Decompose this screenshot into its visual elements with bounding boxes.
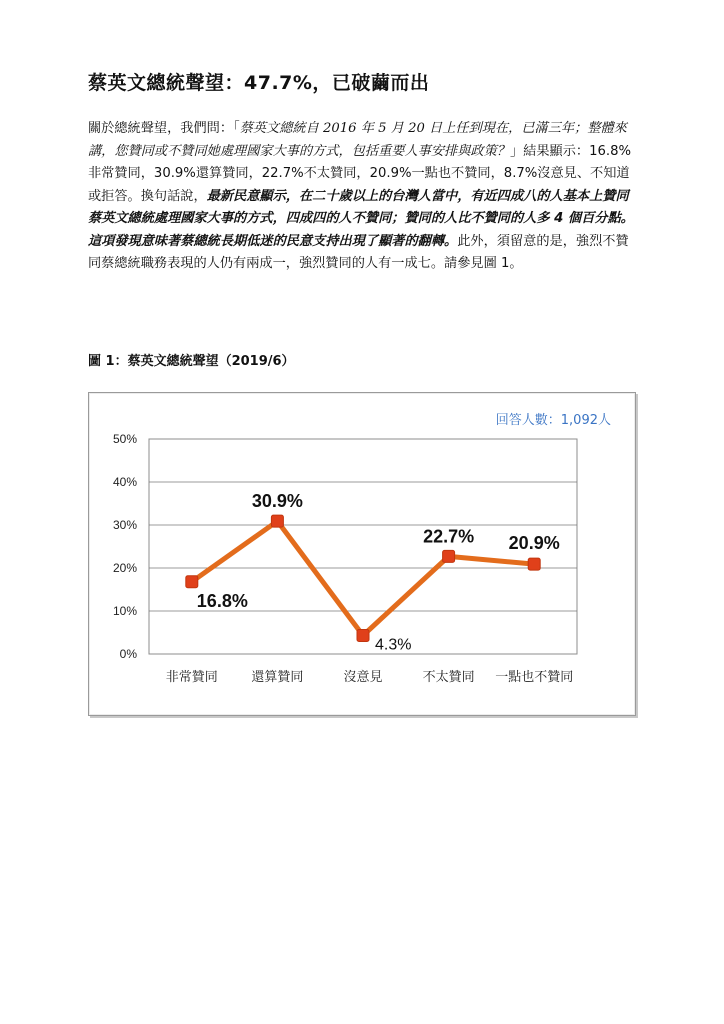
paragraph-intro: 關於總統聲望，我們問：「 bbox=[88, 121, 240, 136]
survey-question: 蔡英文總統自 2016 年 5 月 20 日上任到現在，已滿三年；整體來講，您贊同或不贊同她處理國家大事的方式，包括重要人事安排與政策？ bbox=[88, 121, 627, 159]
paragraph-highlight: 最新民意顯示，在二十歲以上的台灣人當中，有近四成八的人基本上贊同蔡英文總統處理國家大事的方式，四成四的人不贊同；贊同的人比不贊同的人多 4 個百分點。這項發現意味著蔡總統長期低迷的民意支持出現了顯著的翻轉。 bbox=[88, 188, 634, 249]
x-tick-label: 沒意見 bbox=[343, 670, 383, 685]
x-tick-label: 不太贊同 bbox=[422, 670, 475, 685]
y-tick-label: 30% bbox=[112, 518, 137, 532]
figure-caption: 圖 1：蔡英文總統聲望（2019/6） bbox=[88, 354, 295, 369]
data-point bbox=[357, 630, 369, 642]
data-label: 30.9% bbox=[251, 491, 303, 512]
y-tick-label: 10% bbox=[112, 604, 137, 618]
x-tick-label: 非常贊同 bbox=[165, 670, 218, 685]
data-label: 4.3% bbox=[375, 636, 412, 654]
y-tick-label: 50% bbox=[112, 432, 137, 446]
chart-frame bbox=[88, 392, 636, 716]
page-title: 蔡英文總統聲望：47.7%，已破繭而出 bbox=[88, 72, 430, 94]
respondent-count: 回答人數：1,092人 bbox=[495, 413, 611, 428]
line-chart bbox=[89, 393, 637, 717]
data-point bbox=[186, 576, 198, 588]
y-tick-label: 0% bbox=[119, 647, 137, 661]
y-tick-label: 40% bbox=[112, 475, 137, 489]
data-label: 20.9% bbox=[508, 533, 560, 554]
data-label: 22.7% bbox=[423, 526, 475, 547]
paragraph-closing: 此外，須留意的是，強烈不贊同蔡總統職務表現的人仍有兩成一，強烈贊同的人有一成七。請參見圖 1。 bbox=[88, 233, 629, 271]
x-tick-label: 還算贊同 bbox=[251, 670, 304, 685]
x-tick-label: 一點也不贊同 bbox=[495, 670, 574, 685]
data-point bbox=[528, 558, 540, 570]
data-point bbox=[271, 515, 283, 527]
paragraph-results: 」結果顯示：16.8%非常贊同，30.9%還算贊同，22.7%不太贊同，20.9%一點也不贊同，8.7%沒意見、不知道或拒答。換句話說， bbox=[88, 143, 632, 204]
data-label: 16.8% bbox=[196, 590, 248, 611]
series-line bbox=[192, 521, 534, 635]
body-paragraph bbox=[88, 118, 640, 276]
data-point bbox=[443, 550, 455, 562]
y-tick-label: 20% bbox=[112, 561, 137, 575]
